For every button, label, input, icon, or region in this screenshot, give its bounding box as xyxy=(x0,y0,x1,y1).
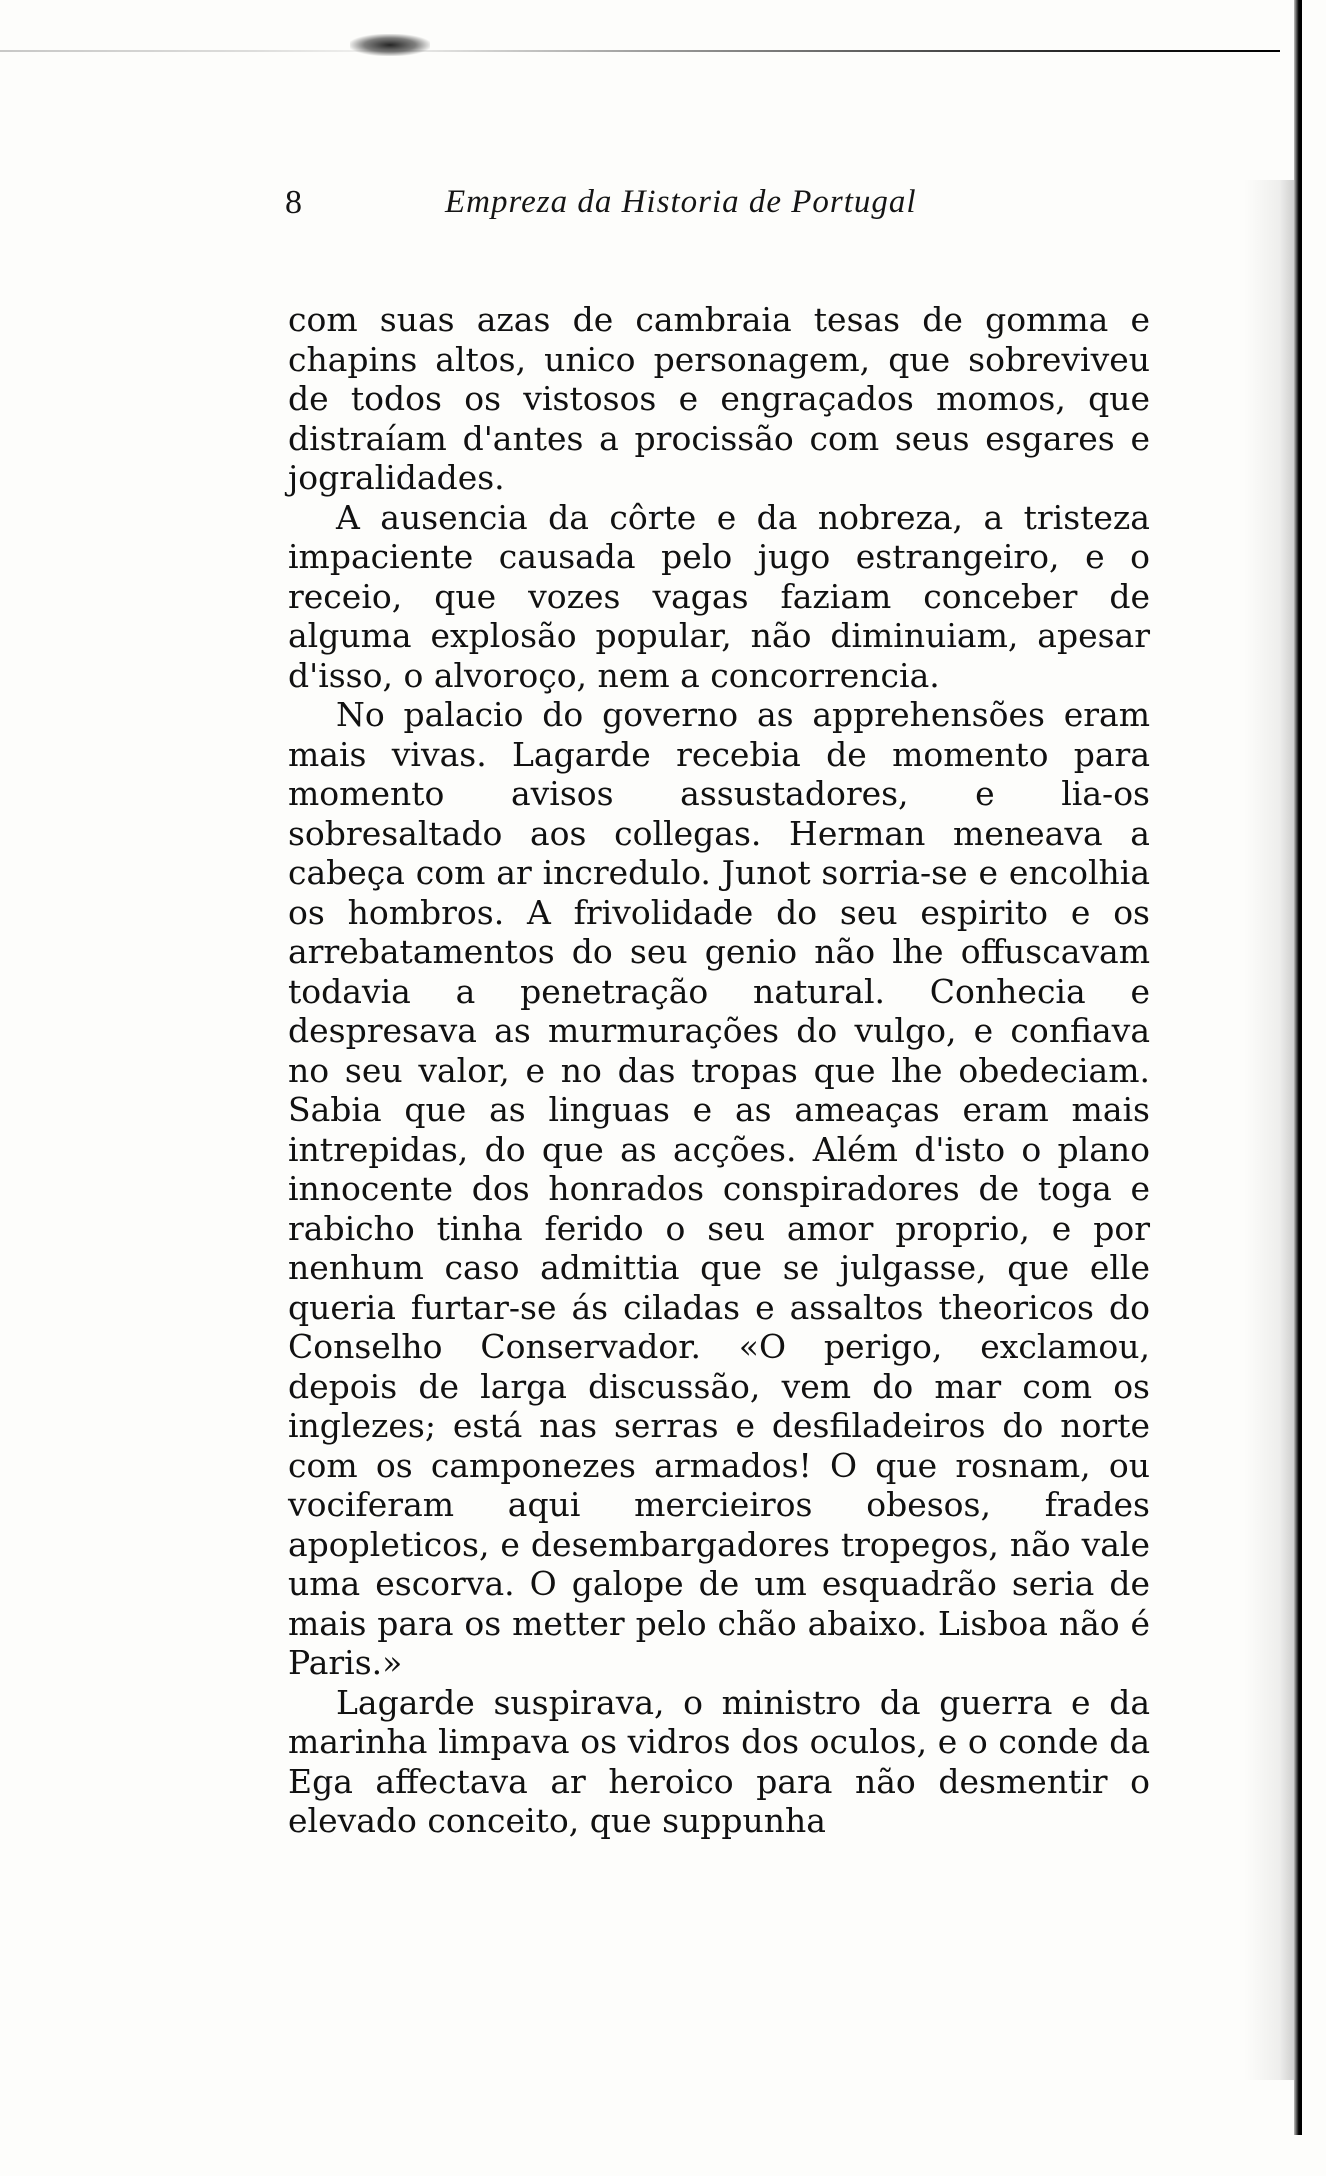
scan-edge-line xyxy=(0,50,1280,52)
scan-page-edge xyxy=(1294,0,1302,2135)
scan-gutter-shadow xyxy=(1244,180,1294,2080)
running-title: Empreza da Historia de Portugal xyxy=(445,184,917,220)
running-header xyxy=(285,180,1025,230)
scan-ink-blot xyxy=(350,34,430,56)
page-number: 8 xyxy=(285,184,302,221)
paragraph-4: Lagarde suspirava, o ministro da guerra e da marinha limpava os vidros dos oculos, e o conde da Ega affectava ar heroico para não desmentir o elevado conceito, que suppunha xyxy=(288,1682,1150,1840)
paragraph-3: No palacio do governo as apprehensões eram mais vivas. Lagarde recebia de momento para momento avisos assustadores, e lia-os sobresaltado aos collegas. Herman meneava a cabeça com ar incredulo. Junot sorria-se e encolhia os hombros. A frivolidade do seu espirito e os arrebatamentos do seu genio não lhe offuscavam todavia a penetração natural. Conhecia e despresava as murmurações do vulgo, e confiava no seu valor, e no das tropas que lhe obedeciam. Sabia que as linguas e as ameaças eram mais intrepidas, do que as acções. Além d'isto o plano innocente dos honrados conspiradores de toga e rabicho tinha ferido o seu amor proprio, e por nenhum caso admittia que se julgasse, que elle queria furtar-se ás ciladas e assaltos theoricos do Conselho Conservador. «O perigo, exclamou, depois de larga discussão, vem do mar com os inglezes; está nas serras e desfiladeiros do norte com os camponezes armados! O que rosnam, ou vociferam aqui mercieiros obesos, frades apopleticos, e desembargadores tropegos, não vale uma escorva. O galope de um esquadrão seria de mais para os metter pelo chão abaixo. Lisboa não é Paris.» xyxy=(288,695,1150,1682)
body-text xyxy=(288,300,1150,1841)
paragraph-2: A ausencia da côrte e da nobreza, a tristeza impaciente causada pelo jugo estrangeiro, e o receio, que vozes vagas faziam conceber de alguma explosão popular, não diminuiam, apesar d'isso, o alvoroço, nem a concorrencia. xyxy=(288,497,1150,695)
paragraph-1: com suas azas de cambraia tesas de gomma e chapins altos, unico personagem, que sobreviveu de todos os vistosos e engraçados momos, que distraíam d'antes a procissão com seus esgares e jogralidades. xyxy=(288,300,1150,497)
